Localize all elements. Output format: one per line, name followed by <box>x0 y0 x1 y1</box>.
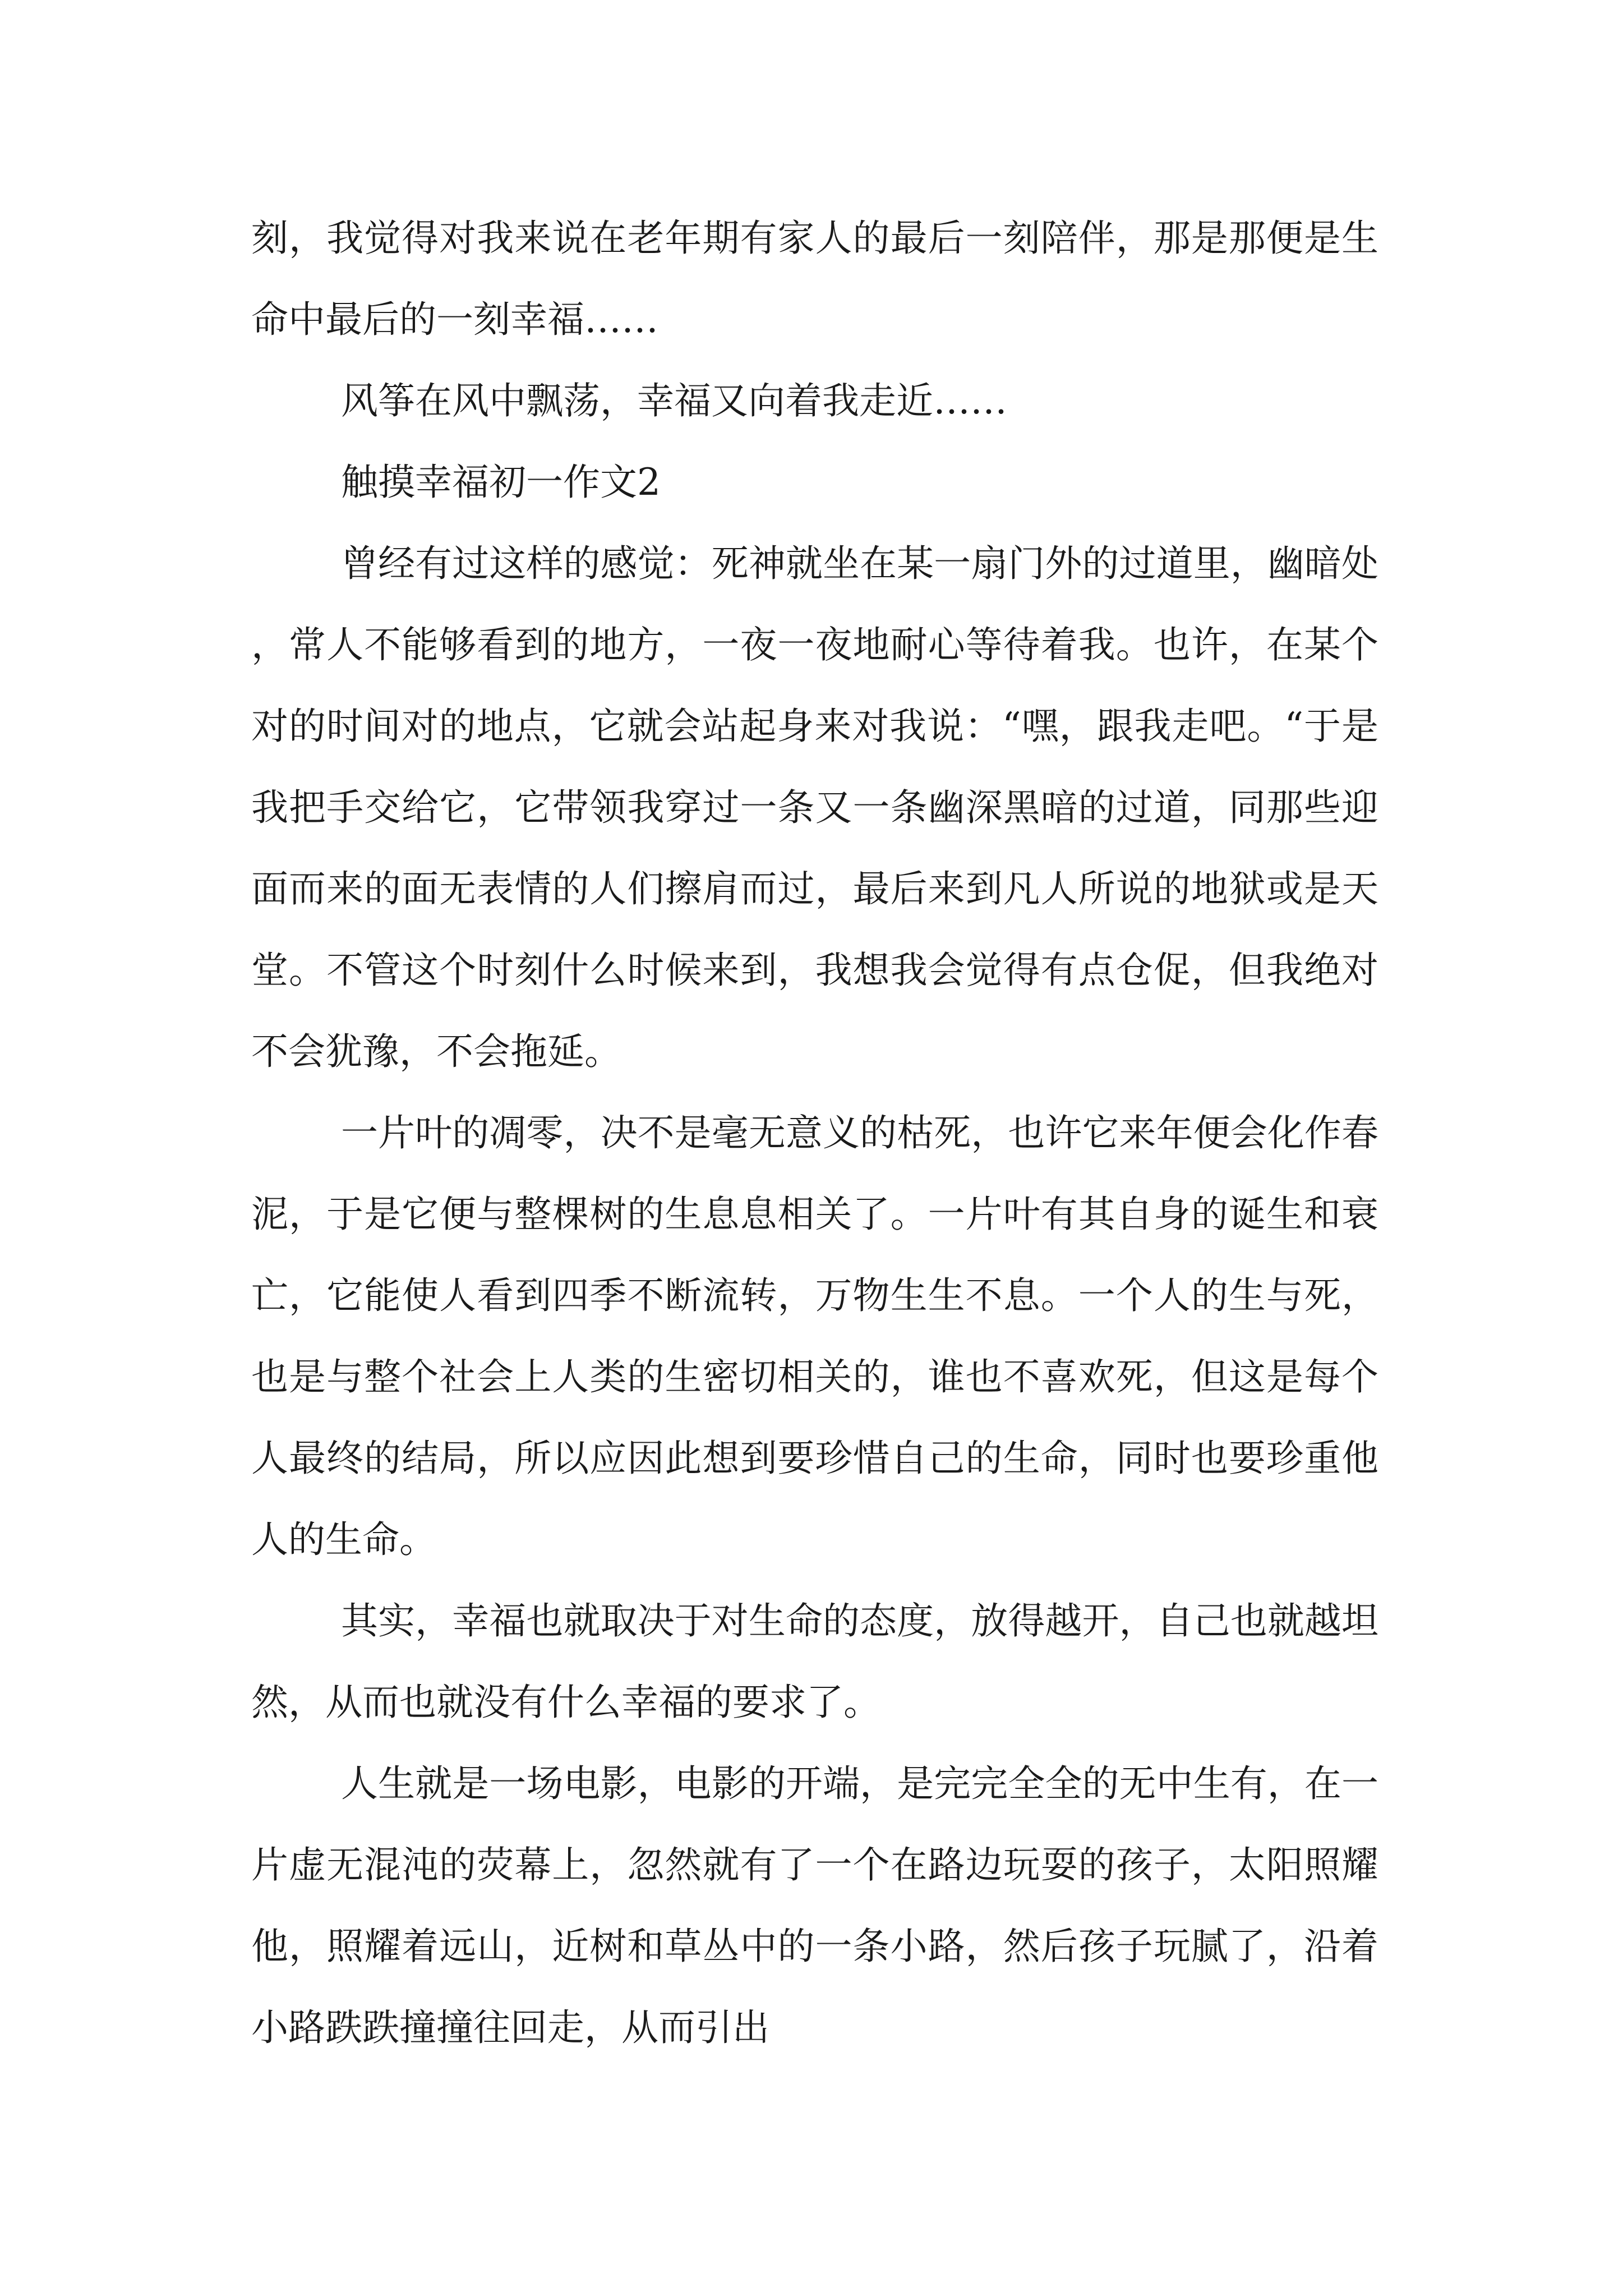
paragraph-death: 曾经有过这样的感觉：死神就坐在某一扇门外的过道里，幽暗处，常人不能够看到的地方，一夜一夜地耐心等待着我。也许，在某个对的时间对的地点，它就会站起身来对我说：“嘿，跟我走吧。“于是我把手交给它，它带领我穿过一条又一条幽深黑暗的过道，同那些迎面而来的面无表情的人们擦肩而过，最后来到凡人所说的地狱或是天堂。不管这个时刻什么时候来到，我想我会觉得有点仓促，但我绝对不会犹豫，不会拖延。 <box>251 542 1378 1073</box>
paragraph-leaf: 一片叶的凋零，决不是毫无意义的枯死，也许它来年便会化作春泥，于是它便与整棵树的生息息相关了。一片叶有其自身的诞生和衰亡，它能使人看到四季不断流转，万物生生不息。一个人的生与死，也是与整个社会上人类的生密切相关的，谁也不喜欢死，但这是每个人最终的结局，所以应因此想到要珍惜自己的生命，同时也要珍重他人的生命。 <box>251 1111 1378 1561</box>
paragraph-kite: 风筝在风中飘荡，幸福又向着我走近…… <box>341 379 1007 422</box>
essay-heading: 触摸幸福初一作文2 <box>341 461 661 504</box>
paragraph-continuation: 刻，我觉得对我来说在老年期有家人的最后一刻陪伴，那是那便是生命中最后的一刻幸福…… <box>251 217 1378 341</box>
paragraph-movie: 人生就是一场电影，电影的开端，是完完全全的无中生有，在一片虚无混沌的荧幕上，忽然就有了一个在路边玩耍的孩子，太阳照耀他，照耀着远山，近树和草丛中的一条小路，然后孩子玩腻了，沿着小路跌跌撞撞往回走，从而引出 <box>251 1762 1378 2049</box>
document-body <box>251 197 1378 2068</box>
paragraph-attitude: 其实，幸福也就取决于对生命的态度，放得越开，自己也就越坦然，从而也就没有什么幸福的要求了。 <box>251 1599 1378 1724</box>
